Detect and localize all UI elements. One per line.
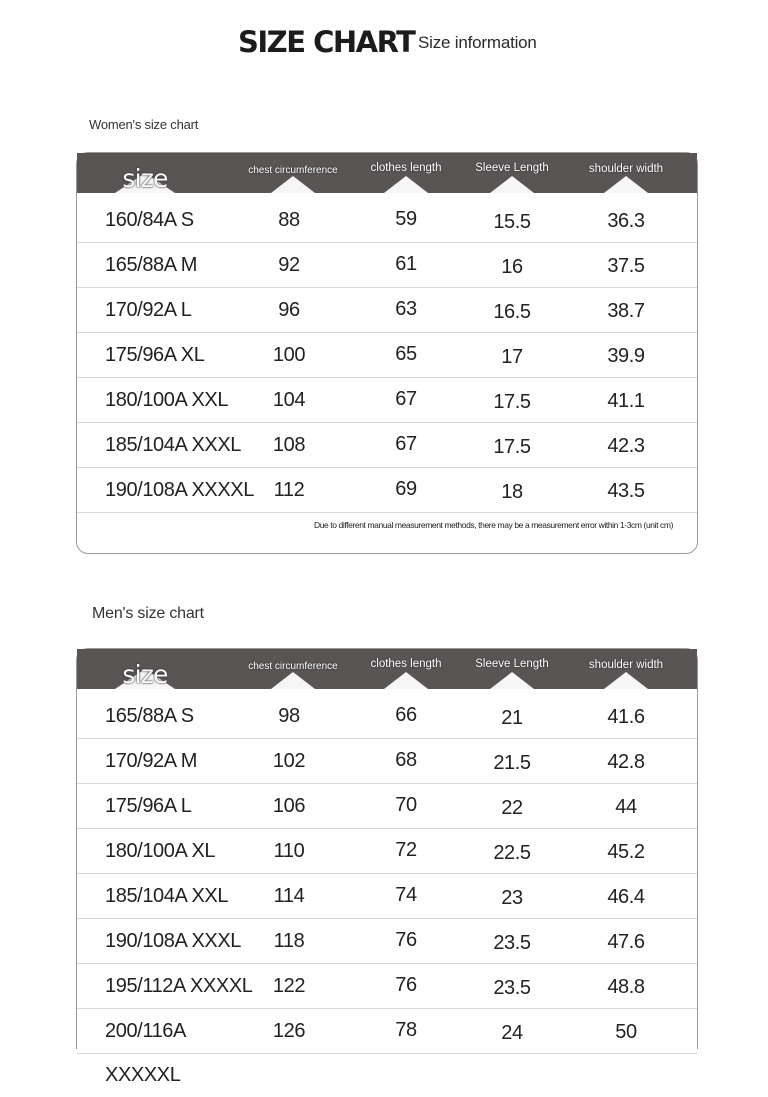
chest-cell: 102 <box>272 750 306 772</box>
column-header-sleeve: Sleeve Length <box>466 153 558 193</box>
length-cell: 76 <box>395 974 417 996</box>
chest-cell: 114 <box>273 885 305 907</box>
chest-cell: 96 <box>278 299 300 321</box>
shoulder-cell: 48.8 <box>607 976 645 998</box>
table-row <box>77 468 697 513</box>
women-rows <box>77 193 697 544</box>
length-cell: 59 <box>395 208 417 230</box>
shoulder-cell: 46.4 <box>607 886 645 908</box>
column-header-shoulder: shoulder width <box>580 649 672 689</box>
men-section-label: Men's size chart <box>92 605 204 622</box>
length-cell: 68 <box>395 749 417 771</box>
shoulder-cell: 42.3 <box>607 435 645 457</box>
column-header-chest: chest circumference <box>243 649 343 689</box>
shoulder-cell: 37.5 <box>607 255 645 277</box>
table-row <box>77 423 697 468</box>
page-title: SIZE CHART <box>238 25 415 59</box>
shoulder-cell: 38.7 <box>607 300 645 322</box>
table-row <box>77 198 697 243</box>
table-row <box>77 964 697 1009</box>
women-section-label: Women's size chart <box>89 117 199 132</box>
sleeve-cell: 17 <box>501 346 523 368</box>
sleeve-cell: 22.5 <box>493 842 531 864</box>
size-cell: 195/112A XXXXL <box>105 975 253 997</box>
column-header-sleeve: Sleeve Length <box>466 649 558 689</box>
chest-cell: 108 <box>272 434 306 456</box>
length-cell: 74 <box>395 884 417 906</box>
table-row <box>77 919 697 964</box>
men-size-table <box>76 648 698 1086</box>
length-cell: 61 <box>395 253 417 275</box>
length-cell: 78 <box>395 1019 417 1041</box>
chest-cell: 88 <box>278 209 300 231</box>
size-cell: 175/96A L <box>105 795 192 817</box>
chest-cell: 98 <box>278 705 300 727</box>
page-subtitle: Size information <box>418 33 537 52</box>
table-row <box>77 694 697 739</box>
sleeve-cell: 17.5 <box>493 436 531 458</box>
size-cell: 165/88A M <box>105 254 198 276</box>
size-cell: 180/100A XXL <box>105 389 229 411</box>
sleeve-cell: 15.5 <box>493 211 531 233</box>
sleeve-cell: 24 <box>501 1022 523 1044</box>
sleeve-cell: 23.5 <box>493 977 531 999</box>
shoulder-cell: 39.9 <box>607 345 645 367</box>
length-cell: 76 <box>395 929 417 951</box>
length-cell: 63 <box>395 298 417 320</box>
sleeve-cell: 21 <box>501 707 523 729</box>
table-row <box>77 829 697 874</box>
chest-cell: 104 <box>272 389 306 411</box>
size-cell: 175/96A XL <box>105 344 205 366</box>
size-cell: 165/88A S <box>105 705 194 727</box>
shoulder-cell: 45.2 <box>607 841 645 863</box>
length-cell: 72 <box>395 839 417 861</box>
footnote-row <box>77 513 697 544</box>
shoulder-cell: 44 <box>615 796 637 818</box>
size-cell: 160/84A S <box>105 209 194 231</box>
shoulder-cell: 41.1 <box>607 390 645 412</box>
sleeve-cell: 16 <box>501 256 523 278</box>
column-header-length: clothes length <box>360 649 452 689</box>
table-row <box>77 784 697 829</box>
sleeve-cell: 18 <box>501 481 523 503</box>
size-cell: 200/116A XXXXXL <box>105 1020 185 1086</box>
shoulder-cell: 36.3 <box>607 210 645 232</box>
size-cell: 190/108A XXXXL <box>105 479 254 501</box>
length-cell: 67 <box>395 433 417 455</box>
size-cell: 190/108A XXXL <box>105 930 242 952</box>
size-cell: 185/104A XXXL <box>105 434 242 456</box>
length-cell: 69 <box>395 478 417 500</box>
chest-cell: 118 <box>273 930 305 952</box>
table-row <box>77 333 697 378</box>
table-row <box>77 739 697 784</box>
sleeve-cell: 21.5 <box>493 752 531 774</box>
page-header <box>0 22 768 66</box>
chest-cell: 122 <box>272 975 306 997</box>
measurement-footnote: Due to different manual measurement methods, there may be a measurement error within 1-3cm (unit cm) <box>313 520 673 530</box>
size-cell: 170/92A M <box>105 750 198 772</box>
sleeve-cell: 17.5 <box>493 391 531 413</box>
chest-cell: 110 <box>273 840 305 862</box>
sleeve-cell: 22 <box>501 797 523 819</box>
chest-cell: 126 <box>272 1020 306 1042</box>
size-cell: 170/92A L <box>105 299 192 321</box>
length-cell: 70 <box>395 794 417 816</box>
shoulder-cell: 42.8 <box>607 751 645 773</box>
sleeve-cell: 23 <box>501 887 523 909</box>
shoulder-cell: 50 <box>615 1021 637 1043</box>
table-header <box>77 649 697 689</box>
sleeve-cell: 23.5 <box>493 932 531 954</box>
column-header-length: clothes length <box>360 153 452 193</box>
sleeve-cell: 16.5 <box>493 301 531 323</box>
table-row <box>77 1009 697 1086</box>
column-header-size: size <box>97 153 193 193</box>
column-header-shoulder: shoulder width <box>580 153 672 193</box>
length-cell: 66 <box>395 704 417 726</box>
women-size-table <box>76 152 698 554</box>
table-header <box>77 153 697 193</box>
shoulder-cell: 43.5 <box>607 480 645 502</box>
men-rows <box>77 689 697 1086</box>
column-header-size: size <box>97 649 193 689</box>
size-cell: 180/100A XL <box>105 840 216 862</box>
table-row <box>77 288 697 333</box>
table-row <box>77 874 697 919</box>
shoulder-cell: 47.6 <box>607 931 645 953</box>
size-cell: 185/104A XXL <box>105 885 229 907</box>
chest-cell: 92 <box>278 254 300 276</box>
table-row <box>77 378 697 423</box>
chest-cell: 106 <box>272 795 306 817</box>
chest-cell: 112 <box>273 479 305 501</box>
length-cell: 67 <box>395 388 417 410</box>
column-header-chest: chest circumference <box>243 153 343 193</box>
shoulder-cell: 41.6 <box>607 706 645 728</box>
length-cell: 65 <box>395 343 417 365</box>
chest-cell: 100 <box>272 344 306 366</box>
table-row <box>77 243 697 288</box>
